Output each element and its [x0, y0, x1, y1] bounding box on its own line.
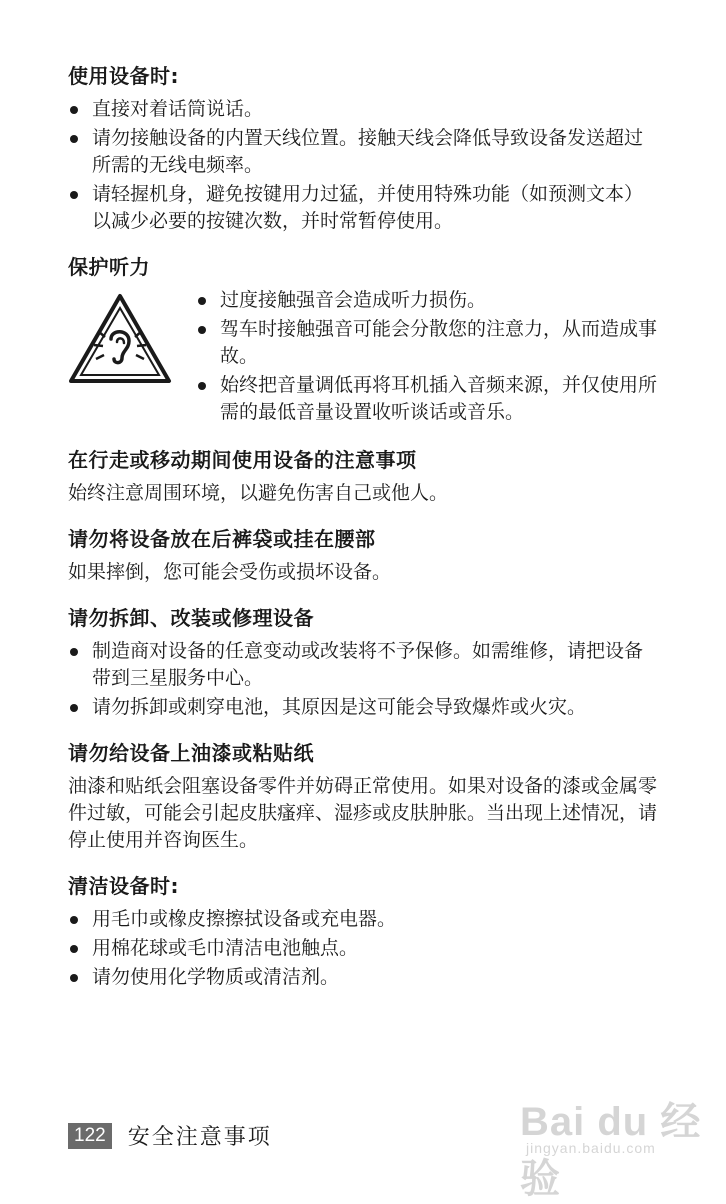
- bullet-list: [68, 96, 658, 235]
- list-item-text: 驾车时接触强音可能会分散您的注意力，从而造成事故。: [220, 318, 658, 367]
- section-text: 油漆和贴纸会阻塞设备零件并妨碍正常使用。如果对设备的漆或金属零件过敏，可能会引起皮肤瘙痒、湿疹或皮肤肿胀。当出现上述情况，请停止使用并咨询医生。: [68, 775, 658, 851]
- list-item-text: 请勿使用化学物质或清洁剂。: [92, 966, 340, 988]
- bullet-icon: [198, 382, 206, 390]
- section-heading: 使用设备时:: [68, 64, 179, 88]
- list-item-text: 请轻握机身，避免按键用力过猛，并使用特殊功能（如预测文本）以减少必要的按键次数，并时常暂停使用。: [92, 183, 644, 232]
- section-heading: 在行走或移动期间使用设备的注意事项: [68, 448, 417, 472]
- list-item: [68, 935, 658, 962]
- section-heading: 请勿将设备放在后裤袋或挂在腰部: [68, 527, 376, 551]
- list-item: [68, 96, 658, 123]
- watermark-url: jingyan.baidu.com: [526, 1140, 656, 1156]
- bullet-icon: [70, 106, 78, 114]
- bullet-icon: [70, 704, 78, 712]
- list-item-text: 用毛巾或橡皮擦擦拭设备或充电器。: [92, 908, 397, 930]
- section-heading: 请勿拆卸、改装或修理设备: [68, 606, 314, 630]
- bullet-list: [68, 906, 658, 991]
- section-pocket: [68, 525, 658, 586]
- list-item-text: 用棉花球或毛巾清洁电池触点。: [92, 937, 359, 959]
- section-paint: [68, 739, 658, 854]
- bullet-icon: [198, 326, 206, 334]
- list-item: [196, 287, 658, 314]
- baidu-watermark: [520, 1082, 710, 1201]
- list-item: [68, 125, 658, 179]
- section-protect-hearing: [68, 253, 658, 428]
- list-item: [68, 906, 658, 933]
- watermark-logo: Bai du 经验: [520, 1100, 702, 1201]
- bullet-icon: [70, 916, 78, 924]
- chapter-title: 安全注意事项: [127, 1125, 272, 1150]
- bullet-icon: [70, 648, 78, 656]
- list-item: [68, 181, 658, 235]
- bullet-icon: [70, 974, 78, 982]
- list-item-text: 请勿接触设备的内置天线位置。接触天线会降低导致设备发送超过所需的无线电频率。: [92, 127, 644, 176]
- section-using-device: [68, 62, 658, 235]
- hearing-row: [68, 287, 658, 428]
- section-heading: 保护听力: [68, 255, 150, 279]
- list-item-text: 过度接触强音会造成听力损伤。: [220, 289, 487, 311]
- bullet-icon: [70, 135, 78, 143]
- list-item-text: 始终把音量调低再将耳机插入音频来源，并仅使用所需的最低音量设置收听谈话或音乐。: [220, 374, 658, 423]
- bullet-list: [68, 638, 658, 721]
- section-heading: 请勿给设备上油漆或粘贴纸: [68, 741, 314, 765]
- bullet-icon: [198, 297, 206, 305]
- list-item: [196, 316, 658, 370]
- list-item: [196, 372, 658, 426]
- bullet-list: [196, 287, 658, 428]
- section-cleaning: [68, 872, 658, 991]
- bullet-icon: [70, 191, 78, 199]
- hearing-warning-icon: [68, 293, 172, 385]
- list-item-text: 请勿拆卸或刺穿电池，其原因是这可能会导致爆炸或火灾。: [92, 696, 587, 718]
- section-disassemble: [68, 604, 658, 721]
- page-footer: [68, 1120, 272, 1151]
- section-text: 始终注意周围环境，以避免伤害自己或他人。: [68, 482, 449, 504]
- section-heading: 清洁设备时:: [68, 874, 179, 898]
- section-text: 如果摔倒，您可能会受伤或损坏设备。: [68, 561, 392, 583]
- page-content: [68, 62, 658, 1009]
- bullet-icon: [70, 945, 78, 953]
- section-walking: [68, 446, 658, 507]
- list-item: [68, 638, 658, 692]
- list-item: [68, 964, 658, 991]
- page-number: 122: [68, 1123, 112, 1149]
- list-item-text: 制造商对设备的任意变动或改装将不予保修。如需维修，请把设备带到三星服务中心。: [92, 640, 644, 689]
- list-item: [68, 694, 658, 721]
- list-item-text: 直接对着话筒说话。: [92, 98, 264, 120]
